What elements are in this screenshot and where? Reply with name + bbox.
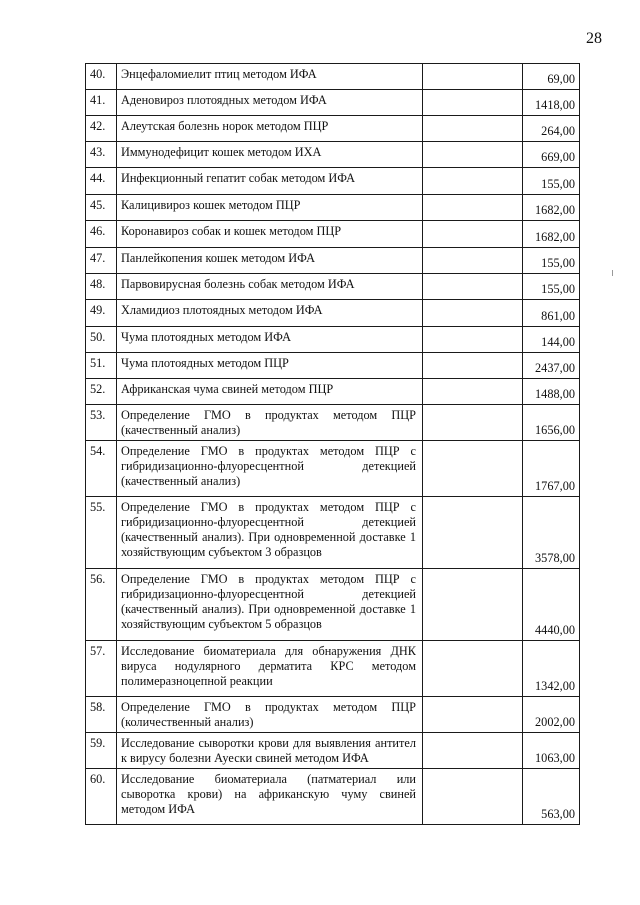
table-row	[86, 248, 580, 274]
price-cell: 69,00	[523, 64, 580, 90]
table-row	[86, 300, 580, 327]
price-cell: 155,00	[523, 168, 580, 195]
scan-edge-mark	[612, 270, 613, 276]
row-number: 45.	[86, 195, 117, 221]
row-number: 40.	[86, 64, 117, 90]
row-number: 54.	[86, 441, 117, 497]
unit-cell	[423, 168, 523, 195]
service-name: Африканская чума свиней методом ПЦР	[117, 379, 423, 405]
table-row	[86, 353, 580, 379]
service-name: Исследование биоматериала для обнаружения ДНК вируса нодулярного дерматита КРС методом полимеразноцепной реакции	[117, 641, 423, 697]
row-number: 60.	[86, 769, 117, 825]
price-cell: 1488,00	[523, 379, 580, 405]
row-number: 51.	[86, 353, 117, 379]
row-number: 52.	[86, 379, 117, 405]
table-row	[86, 116, 580, 142]
price-cell: 264,00	[523, 116, 580, 142]
price-table	[85, 63, 580, 825]
price-cell: 2002,00	[523, 697, 580, 733]
unit-cell	[423, 769, 523, 825]
service-name: Панлейкопения кошек методом ИФА	[117, 248, 423, 274]
table-row	[86, 142, 580, 168]
price-cell: 669,00	[523, 142, 580, 168]
unit-cell	[423, 327, 523, 353]
unit-cell	[423, 64, 523, 90]
unit-cell	[423, 697, 523, 733]
service-name: Алеутская болезнь норок методом ПЦР	[117, 116, 423, 142]
service-name: Коронавироз собак и кошек методом ПЦР	[117, 221, 423, 248]
price-cell: 155,00	[523, 274, 580, 300]
unit-cell	[423, 733, 523, 769]
row-number: 46.	[86, 221, 117, 248]
table-row	[86, 497, 580, 569]
price-cell: 861,00	[523, 300, 580, 327]
unit-cell	[423, 142, 523, 168]
service-name: Энцефаломиелит птиц методом ИФА	[117, 64, 423, 90]
price-cell: 4440,00	[523, 569, 580, 641]
row-number: 50.	[86, 327, 117, 353]
unit-cell	[423, 497, 523, 569]
row-number: 56.	[86, 569, 117, 641]
service-name: Чума плотоядных методом ИФА	[117, 327, 423, 353]
service-name: Определение ГМО в продуктах методом ПЦР с гибридизационно-флуоресцентной детекцией (качественный анализ). При одновременной доставке 1 хозяйствующим субъектом 3 образцов	[117, 497, 423, 569]
service-name: Исследование сыворотки крови для выявления антител к вирусу болезни Ауески свиней методом ИФА	[117, 733, 423, 769]
unit-cell	[423, 353, 523, 379]
page-number: 28	[586, 30, 602, 47]
row-number: 42.	[86, 116, 117, 142]
service-name: Калицивироз кошек методом ПЦР	[117, 195, 423, 221]
service-name: Определение ГМО в продуктах методом ПЦР (качественный анализ)	[117, 405, 423, 441]
table-row	[86, 90, 580, 116]
row-number: 47.	[86, 248, 117, 274]
table-row	[86, 274, 580, 300]
service-name: Парвовирусная болезнь собак методом ИФА	[117, 274, 423, 300]
price-table-body	[86, 64, 580, 825]
table-row	[86, 405, 580, 441]
unit-cell	[423, 405, 523, 441]
table-row	[86, 379, 580, 405]
price-cell: 2437,00	[523, 353, 580, 379]
service-name: Чума плотоядных методом ПЦР	[117, 353, 423, 379]
unit-cell	[423, 300, 523, 327]
row-number: 57.	[86, 641, 117, 697]
service-name: Аденовироз плотоядных методом ИФА	[117, 90, 423, 116]
table-row	[86, 168, 580, 195]
unit-cell	[423, 274, 523, 300]
service-name: Иммунодефицит кошек методом ИХА	[117, 142, 423, 168]
table-row	[86, 195, 580, 221]
price-cell: 1656,00	[523, 405, 580, 441]
row-number: 48.	[86, 274, 117, 300]
service-name: Инфекционный гепатит собак методом ИФА	[117, 168, 423, 195]
unit-cell	[423, 569, 523, 641]
table-row	[86, 64, 580, 90]
price-cell: 144,00	[523, 327, 580, 353]
unit-cell	[423, 116, 523, 142]
service-name: Определение ГМО в продуктах методом ПЦР с гибридизационно-флуоресцентной детекцией (качественный анализ)	[117, 441, 423, 497]
table-row	[86, 641, 580, 697]
price-cell: 1418,00	[523, 90, 580, 116]
service-name: Определение ГМО в продуктах методом ПЦР с гибридизационно-флуоресцентной детекцией (качественный анализ). При одновременной доставке 1 хозяйствующим субъектом 5 образцов	[117, 569, 423, 641]
table-row	[86, 441, 580, 497]
unit-cell	[423, 90, 523, 116]
table-row	[86, 327, 580, 353]
unit-cell	[423, 641, 523, 697]
unit-cell	[423, 379, 523, 405]
price-cell: 3578,00	[523, 497, 580, 569]
table-row	[86, 769, 580, 825]
service-name: Исследование биоматериала (патматериал или сыворотка крови) на африканскую чуму свиней методом ИФА	[117, 769, 423, 825]
table-row	[86, 697, 580, 733]
price-cell: 155,00	[523, 248, 580, 274]
row-number: 44.	[86, 168, 117, 195]
unit-cell	[423, 248, 523, 274]
price-cell: 1682,00	[523, 195, 580, 221]
service-name: Хламидиоз плотоядных методом ИФА	[117, 300, 423, 327]
unit-cell	[423, 221, 523, 248]
price-cell: 1342,00	[523, 641, 580, 697]
row-number: 55.	[86, 497, 117, 569]
row-number: 49.	[86, 300, 117, 327]
row-number: 58.	[86, 697, 117, 733]
row-number: 43.	[86, 142, 117, 168]
service-name: Определение ГМО в продуктах методом ПЦР (количественный анализ)	[117, 697, 423, 733]
row-number: 53.	[86, 405, 117, 441]
row-number: 41.	[86, 90, 117, 116]
row-number: 59.	[86, 733, 117, 769]
unit-cell	[423, 441, 523, 497]
table-row	[86, 733, 580, 769]
price-cell: 1682,00	[523, 221, 580, 248]
price-cell: 563,00	[523, 769, 580, 825]
table-row	[86, 221, 580, 248]
price-cell: 1767,00	[523, 441, 580, 497]
unit-cell	[423, 195, 523, 221]
table-row	[86, 569, 580, 641]
price-cell: 1063,00	[523, 733, 580, 769]
